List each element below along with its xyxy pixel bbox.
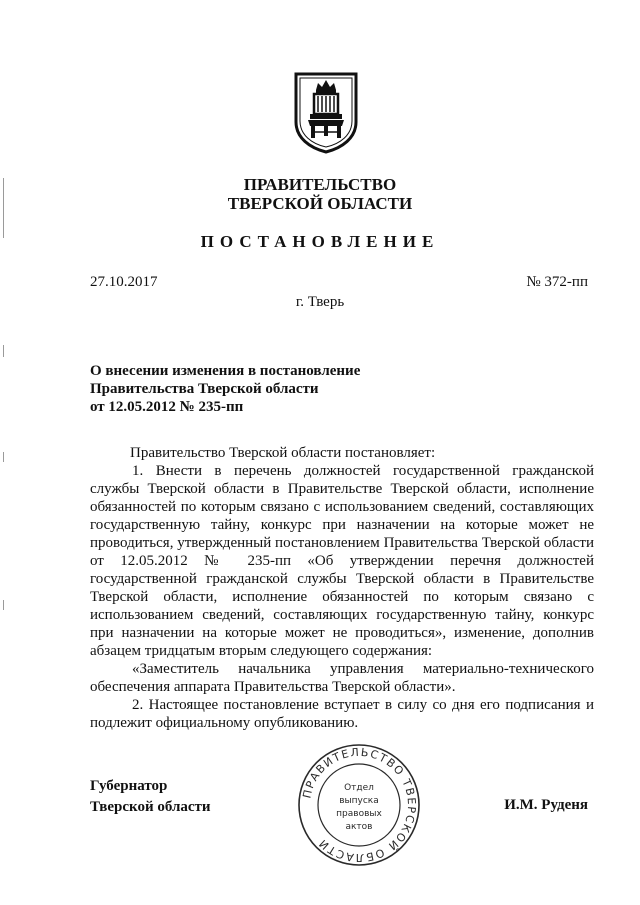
body-paragraph: 2. Настоящее постановление вступает в силу со дня его подписания и подлежит официальному опубликованию.: [90, 697, 594, 731]
coat-of-arms-icon: [292, 70, 360, 154]
document-body: [90, 444, 594, 732]
subject-line: от 12.05.2012 № 235-пп: [90, 399, 244, 415]
stamp-center-line: Отдел: [344, 783, 374, 793]
subject-line: Правительства Тверской области: [90, 381, 319, 397]
scan-edge-mark: [3, 600, 4, 610]
signer-title: [90, 776, 211, 818]
scan-edge-mark: [3, 345, 4, 357]
body-paragraph: 1. Внести в перечень должностей государственной гражданской службы Тверской области в Правительстве Тверской области, исполнение обязанностей по которым связано с использованием сведений, составляющих государственную тайну, конкурс при назначении на которые может не проводиться, утвержденный постановлением Правительства Тверской области от 12.05.2012 № 235-пп «Об утверждении перечня должностей государственной гражданской службы Тверской области в Правительстве Тверской области, исполнение обязанностей по которым связано с использованием сведений, составляющих государственную тайну, конкурс при назначении на которые может не проводиться», изменение, дополнив абзацем тридцатым вторым следующего содержания:: [90, 463, 594, 659]
document-type: ПОСТАНОВЛЕНИЕ: [200, 232, 440, 251]
signer-name: И.М. Руденя: [504, 797, 588, 813]
body-preamble: Правительство Тверской области постановляет:: [130, 445, 436, 461]
signer-title-line: Губернатор: [90, 778, 168, 794]
stamp-center-line: выпуска: [339, 796, 379, 806]
signer-title-line: Тверской области: [90, 799, 211, 815]
stamp-ring-text: ПРАВИТЕЛЬСТВО ТВЕРСКОЙ ОБЛАСТИ: [300, 745, 419, 865]
org-name-line1: ПРАВИТЕЛЬСТВО: [243, 175, 397, 194]
document-city: г. Тверь: [295, 294, 345, 310]
subject-line: О внесении изменения в постановление: [90, 363, 361, 379]
document-date: 27.10.2017: [90, 274, 158, 290]
body-paragraph-quote: «Заместитель начальника управления материально-технического обеспечения аппарата Правительства Тверской области».: [90, 661, 594, 695]
stamp-center-line: правовых: [336, 809, 382, 819]
org-name-line2: ТВЕРСКОЙ ОБЛАСТИ: [227, 194, 413, 213]
document-number: № 372-пп: [526, 274, 588, 290]
scan-edge-mark: [3, 452, 4, 462]
stamp-center-line: актов: [345, 822, 373, 832]
document-subject: [90, 362, 360, 416]
official-stamp-icon: [296, 742, 422, 868]
